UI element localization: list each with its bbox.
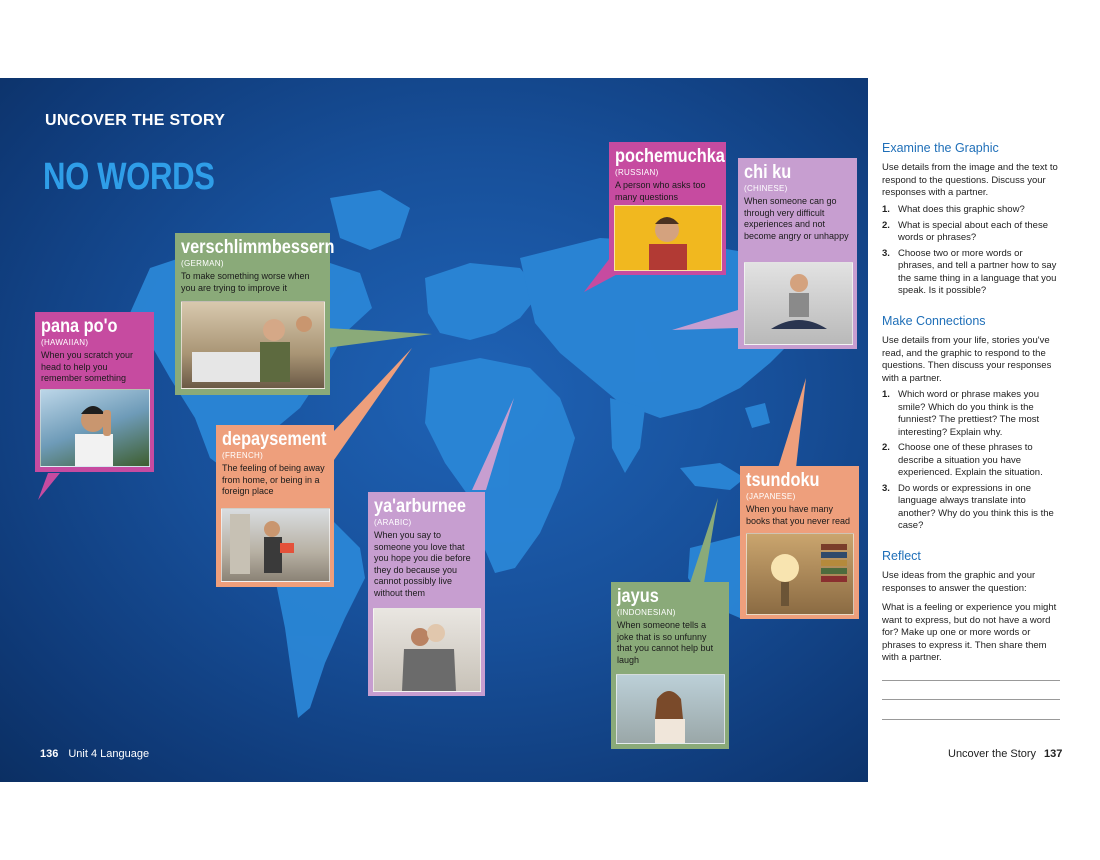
- card-word: pochemuchka: [615, 146, 725, 167]
- card-definition: When someone can go through very difficult experiences and not become angry or unhappy: [744, 196, 849, 241]
- card-language: (JAPANESE): [746, 492, 796, 501]
- question-item: 1. What does this graphic show?: [882, 204, 1025, 215]
- word-card-depaysement: [216, 425, 334, 587]
- examine-intro: Use details from the image and the text to respond to the questions. Discuss your responses with a partner.: [882, 162, 1058, 198]
- card-word: pana po'o: [41, 316, 118, 337]
- card-language: (ARABIC): [374, 518, 412, 527]
- word-card-verschlimmbessern: [175, 233, 335, 395]
- card-definition: To make something worse when you are trying to improve it: [181, 271, 310, 293]
- card-word: chi ku: [744, 162, 792, 183]
- section-footer: Uncover the Story: [948, 748, 1037, 760]
- connections-heading: Make Connections: [882, 314, 986, 328]
- card-word: depaysement: [222, 429, 327, 450]
- word-card-tsundoku: [740, 466, 859, 619]
- question-item: 2. What is special about each of these words or phrases?: [882, 219, 1048, 243]
- card-language: (INDONESIAN): [617, 608, 676, 617]
- page-number-left: 136: [40, 748, 59, 760]
- word-card-yaarburnee: [368, 492, 485, 696]
- section-label: UNCOVER THE STORY: [45, 112, 226, 129]
- card-language: (CHINESE): [744, 184, 788, 193]
- question-item: 2. Choose one of these phrases to describe a situation you have experienced. Explain the situation.: [882, 442, 1043, 478]
- reflect-prompt: What is a feeling or experience you might want to express, but do not have a word for? Make up one or more words or phrases to express it. Then share them with a partner.: [882, 602, 1057, 663]
- meditating-man-photo: [744, 262, 853, 345]
- card-word: jayus: [617, 586, 659, 607]
- card-definition: When you have many books that you never read: [746, 504, 851, 526]
- connections-intro: Use details from your life, stories you've read, and the graphic to respond to the questions. Then discuss your responses with a partner.: [882, 335, 1052, 384]
- card-definition: A person who asks too many questions: [615, 180, 706, 202]
- man-scratching-head-photo: [40, 389, 150, 467]
- reflect-heading: Reflect: [882, 549, 921, 563]
- stacked-books-photo: [746, 533, 854, 615]
- connections-questions: [882, 389, 1060, 536]
- word-card-chi-ku: [738, 158, 857, 349]
- word-card-pana-poo: [35, 312, 154, 472]
- unit-label: Unit 4 Language: [68, 748, 150, 760]
- callout-pointer-hawaiian: [38, 473, 60, 500]
- page-folio-right: [948, 748, 1062, 760]
- card-definition: When you say to someone you love that you hope you die before they do because you cannot possibly live without them: [374, 530, 471, 598]
- callout-pointer-indonesian: [690, 498, 718, 583]
- man-fixing-sink-photo: [181, 301, 325, 389]
- card-word: tsundoku: [746, 470, 820, 491]
- card-word: ya'arburnee: [374, 496, 466, 517]
- question-item: 3. Choose two or more words or phrases, and tell a partner how to say the same thing in a language that you speak. Is it possible?: [882, 247, 1057, 296]
- question-item: 3. Do words or expressions in one language always translate into another? Why do you think this is the case?: [882, 482, 1054, 531]
- question-item: 1. Which word or phrase makes you smile? Which do you think is the funniest? The prettiest? The most interesting? Explain why.: [882, 389, 1040, 438]
- word-card-jayus: [611, 582, 729, 749]
- examine-questions: [882, 204, 1060, 301]
- examine-heading: Examine the Graphic: [882, 141, 999, 155]
- reflect-intro: Use ideas from the graphic and your responses to answer the question:: [882, 570, 1036, 594]
- card-language: (FRENCH): [222, 451, 264, 460]
- answer-line[interactable]: [882, 719, 1060, 720]
- answer-line[interactable]: [882, 680, 1060, 681]
- card-word: verschlimmbessern: [181, 237, 335, 258]
- laughing-woman-phone-photo: [616, 674, 725, 744]
- card-definition: When someone tells a joke that is so unfunny that you cannot help but laugh: [617, 620, 714, 665]
- callout-pointer-chinese: [672, 310, 738, 330]
- callout-pointer-german: [326, 328, 432, 348]
- traveler-with-map-photo: [221, 508, 330, 582]
- page-folio-left: [40, 748, 149, 760]
- callout-pointer-arabic: [472, 398, 514, 490]
- page-number-right: 137: [1044, 748, 1063, 760]
- thinking-man-photo: [614, 205, 722, 271]
- card-language: (RUSSIAN): [615, 168, 659, 177]
- word-card-pochemuchka: [609, 142, 726, 275]
- answer-line[interactable]: [882, 699, 1060, 700]
- two-women-hugging-photo: [373, 608, 481, 692]
- map-spread: [0, 78, 868, 782]
- page-title: NO WORDS: [43, 156, 215, 198]
- callout-pointer-japanese: [778, 378, 806, 468]
- card-language: (GERMAN): [181, 259, 224, 268]
- card-definition: The feeling of being away from home, or being in a foreign place: [222, 463, 325, 496]
- card-definition: When you scratch your head to help you remember something: [41, 350, 134, 383]
- card-language: (HAWAIIAN): [41, 338, 89, 347]
